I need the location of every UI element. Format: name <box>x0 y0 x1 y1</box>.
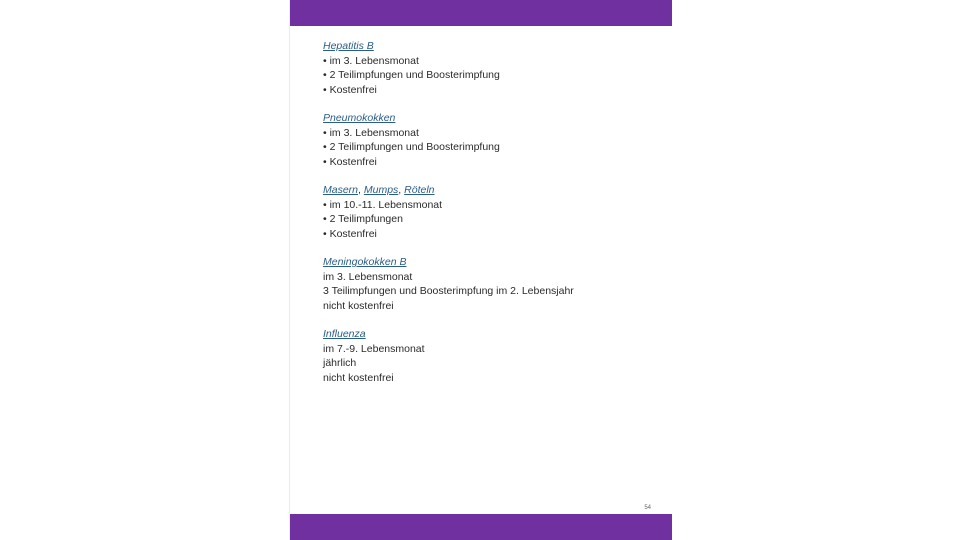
heading-separator: , <box>398 184 405 196</box>
top-color-bar <box>290 0 672 26</box>
section-line: im 3. Lebensmonat <box>323 270 413 283</box>
section-line: • 2 Teilimpfungen und Boosterimpfung <box>323 141 500 153</box>
vaccination-list <box>323 39 663 399</box>
section-line: • 2 Teilimpfungen und Boosterimpfung <box>323 69 500 81</box>
section-line: • Kostenfrei <box>323 155 377 168</box>
section-line: • Kostenfrei <box>323 83 377 96</box>
section-line: jährlich <box>323 357 357 369</box>
section-line: nicht kostenfrei <box>323 371 394 384</box>
document-page <box>289 0 671 540</box>
section-line: • im 3. Lebensmonat <box>323 54 419 67</box>
roeteln-link[interactable]: Röteln <box>404 184 435 196</box>
section-heading <box>323 183 663 198</box>
section-influenza <box>323 327 663 385</box>
masern-link[interactable]: Masern <box>323 184 359 196</box>
section-heading <box>323 39 663 54</box>
pneumokokken-link[interactable]: Pneumokokken <box>323 112 396 124</box>
section-meningokokken-b <box>323 255 663 313</box>
section-line: • im 3. Lebensmonat <box>323 126 419 139</box>
hepatitis-b-link[interactable]: Hepatitis B <box>323 40 374 52</box>
section-masern-mumps-roeteln <box>323 183 663 241</box>
section-line: nicht kostenfrei <box>323 299 394 312</box>
section-heading <box>323 255 663 270</box>
influenza-link[interactable]: Influenza <box>323 328 366 340</box>
section-line: im 7.-9. Lebensmonat <box>323 342 425 355</box>
section-line: • Kostenfrei <box>323 227 377 240</box>
section-heading <box>323 327 663 342</box>
meningokokken-b-link[interactable]: Meningokokken B <box>323 256 407 268</box>
mumps-link[interactable]: Mumps <box>363 184 399 196</box>
section-line: • 2 Teilimpfungen <box>323 213 403 225</box>
section-pneumokokken <box>323 111 663 169</box>
page-number: 54 <box>644 505 651 511</box>
section-line: 3 Teilimpfungen und Boosterimpfung im 2. Lebensjahr <box>323 285 574 297</box>
section-hepatitis-b <box>323 39 663 97</box>
section-heading <box>323 111 663 126</box>
heading-separator: , <box>358 184 364 196</box>
bottom-color-bar <box>290 514 672 540</box>
section-line: • im 10.-11. Lebensmonat <box>323 198 443 211</box>
